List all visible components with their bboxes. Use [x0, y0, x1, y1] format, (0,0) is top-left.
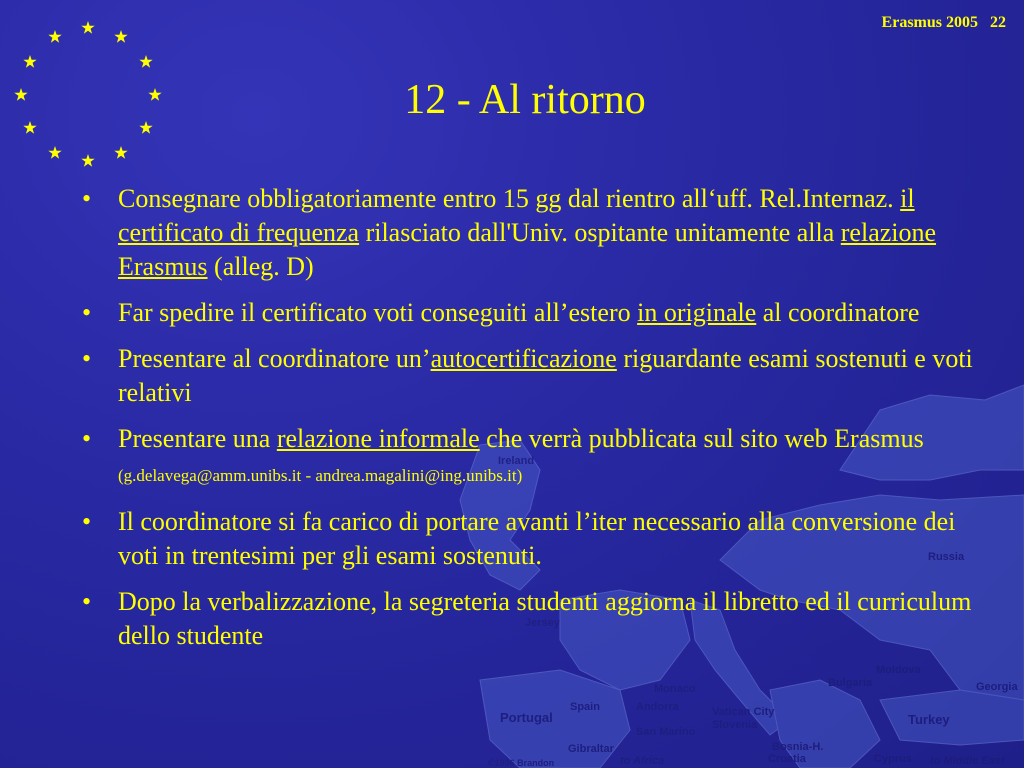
bullet-text: (alleg. D) — [207, 252, 314, 281]
header-page-number: 22 — [990, 14, 1006, 31]
bullet-marker: • — [82, 507, 92, 536]
map-label-bulgaria: Bulgaria — [828, 677, 873, 689]
bullet-text: Consegnare obbligatoriamente entro 15 gg dal rientro all‘uff. Rel.Internaz. — [118, 184, 901, 213]
map-label-slovenia: Slovenia — [712, 719, 758, 731]
map-label-ireland: Ireland — [498, 455, 535, 467]
bullet-text: Dopo la verbalizzazione, la segreteria studenti aggiorna il libretto ed il curriculum dello studente — [118, 587, 972, 650]
map-label-portugal: Portugal — [500, 710, 553, 725]
map-copyright: ©1996 Brandon — [488, 758, 555, 768]
map-label-moldova: Moldova — [876, 664, 921, 676]
bullet-text: riguardante esami sostenuti e voti relativi — [118, 344, 973, 407]
bullet-marker: • — [82, 424, 92, 453]
map-label-spain: Spain — [570, 701, 600, 713]
map-label-vatican: Vatican City — [712, 706, 775, 718]
bullet-underlined-text: relazione Erasmus — [118, 218, 937, 281]
bullet-underlined-text: il certificato di frequenza — [118, 184, 915, 247]
bullet-item — [82, 296, 982, 330]
bullet-item — [82, 182, 982, 284]
map-label-bosnia: Bosnia-H. — [772, 741, 824, 753]
bullet-marker: • — [82, 587, 92, 616]
bullet-text: Il coordinatore si fa carico di portare avanti l’iter necessario alla conversione dei voti in trentesimi per gli esami sostenuti. — [118, 507, 956, 570]
map-label-russia: Russia — [928, 551, 965, 563]
bullet-item — [82, 505, 982, 573]
bullet-text: Presentare al coordinatore un’ — [118, 344, 431, 373]
bullet-marker: • — [82, 344, 92, 373]
bullet-text: al coordinatore — [756, 298, 920, 327]
bullet-marker: • — [82, 298, 92, 327]
map-label-cyprus: Cyprus — [874, 753, 912, 765]
header-course-label: Erasmus 2005 — [881, 14, 978, 31]
map-label-gibraltar: Gibraltar — [568, 743, 614, 755]
bullet-text: Far spedire il certificato voti conseguiti all’estero — [118, 298, 638, 327]
bullet-text: che verrà pubblicata sul sito web Erasmus — [479, 424, 924, 453]
slide-header — [882, 14, 1006, 32]
bullet-underlined-text: in originale — [637, 298, 757, 327]
map-label-san-marino: San Marino — [636, 726, 696, 738]
bullet-marker: • — [82, 184, 92, 213]
map-label-jersey: Jersey — [525, 617, 560, 629]
contact-emails: (g.delavega@amm.unibs.it - andrea.magalini@ing.unibs.it) — [118, 466, 523, 485]
bullet-text: Presentare una — [118, 424, 277, 453]
bullet-list — [82, 182, 982, 665]
bullet-item — [82, 585, 982, 653]
bullet-text: rilasciato dall'Univ. ospitante unitamente alla — [359, 218, 841, 247]
bullet-item — [82, 422, 982, 493]
slide-title: 12 - Al ritorno — [404, 77, 646, 123]
map-turkey-shape — [880, 690, 1024, 745]
map-label-croatia: Croatia — [768, 753, 806, 765]
bullet-underlined-text: relazione informale — [276, 424, 480, 453]
map-label-turkey: Turkey — [908, 712, 950, 727]
bullet-item — [82, 342, 982, 410]
map-label-to-middle-east: to Middle East — [930, 755, 1005, 767]
map-label-monaco: Monaco — [654, 683, 696, 695]
map-label-to-africa: to Africa — [620, 755, 665, 767]
bullet-underlined-text: autocertificazione — [430, 344, 617, 373]
map-label-georgia: Georgia — [976, 681, 1018, 693]
map-label-andorra: Andorra — [636, 701, 679, 713]
